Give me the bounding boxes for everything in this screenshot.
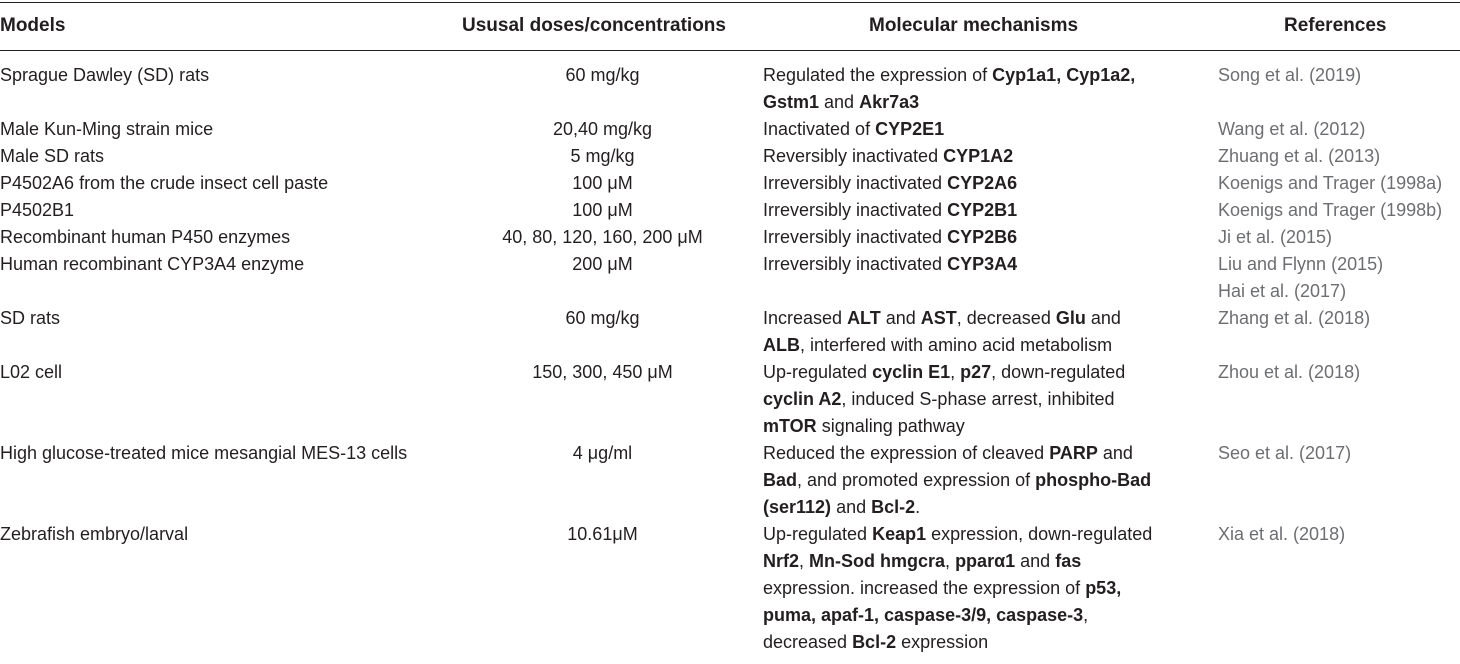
- mechanism-line: [763, 440, 1151, 467]
- mechanism-term: cyclin E1: [872, 362, 951, 382]
- mechanism-text: and: [1097, 443, 1133, 463]
- mechanism-text: ,: [799, 551, 810, 571]
- mechanism-line: [763, 629, 1152, 656]
- dose-cell: 20,40 mg/kg: [552, 119, 653, 139]
- mechanism-term: Glu: [1055, 308, 1086, 328]
- mechanism-line: [763, 413, 1125, 440]
- mechanism-term: ALB: [763, 335, 800, 355]
- mechanism-line: [763, 548, 1152, 575]
- mechanism-text: expression. increased the expression of: [763, 578, 1086, 598]
- dose-cell: 5 mg/kg: [570, 146, 635, 166]
- reference-cell: [1218, 116, 1365, 143]
- reference-cell: [1218, 62, 1361, 89]
- mechanism-term: CYP1A2: [943, 146, 1014, 166]
- dose-cell: 40, 80, 120, 160, 200 μM: [502, 227, 703, 247]
- mechanism-line: [763, 386, 1125, 413]
- reference-cell: [1218, 143, 1380, 170]
- mechanism-text: Irreversibly inactivated: [763, 254, 948, 274]
- reference-text: Zhuang et al. (2013): [1218, 146, 1381, 166]
- mechanism-text: and: [819, 92, 860, 112]
- mechanism-line: [763, 170, 1017, 197]
- mechanism-text: Increased: [763, 308, 848, 328]
- mechanism-text: , and promoted expression of: [797, 470, 1036, 490]
- dose-cell: 100 μM: [572, 173, 633, 193]
- mechanism-cell: [763, 521, 1152, 656]
- reference-text: Koenigs and Trager (1998a): [1218, 173, 1443, 193]
- mechanism-cell: [763, 143, 1013, 170]
- model-cell: Male SD rats: [0, 146, 105, 166]
- mechanism-text: expression: [896, 632, 989, 652]
- mechanism-text: Up-regulated: [763, 524, 873, 544]
- table-top-rule: [0, 2, 1460, 3]
- mechanism-cell: [763, 170, 1017, 197]
- reference-text: Seo et al. (2017): [1218, 443, 1352, 463]
- mechanism-text: ,: [945, 551, 956, 571]
- model-cell: Recombinant human P450 enzymes: [0, 227, 291, 247]
- mechanism-line: [763, 494, 1151, 521]
- mechanism-line: [763, 116, 944, 143]
- mechanism-line: [763, 602, 1152, 629]
- mechanism-term: cyclin A2: [763, 389, 842, 409]
- mechanism-text: ,: [1083, 605, 1089, 625]
- mechanism-line: [763, 251, 1017, 278]
- mechanism-term: p53,: [1085, 578, 1122, 598]
- mechanism-term: PARP: [1049, 443, 1098, 463]
- mechanism-line: [763, 143, 1013, 170]
- mechanism-term: p27: [960, 362, 992, 382]
- mechanism-text: and: [880, 308, 921, 328]
- mechanism-text: Inactivated of: [763, 119, 876, 139]
- mechanism-term: fas: [1055, 551, 1082, 571]
- reference-cell: [1218, 359, 1360, 386]
- mechanism-term: CYP2B1: [947, 200, 1018, 220]
- mechanism-cell: [763, 116, 944, 143]
- dose-cell: 60 mg/kg: [565, 65, 640, 85]
- mechanism-term: mTOR: [763, 416, 817, 436]
- model-cell: SD rats: [0, 308, 61, 328]
- mechanism-term: phospho-Bad: [1035, 470, 1152, 490]
- mechanism-term: CYP2A6: [947, 173, 1018, 193]
- mechanism-term: Cyp1a1, Cyp1a2,: [992, 65, 1136, 85]
- mechanism-line: [763, 197, 1017, 224]
- mechanism-term: Nrf2: [763, 551, 800, 571]
- mechanism-text: , induced S-phase arrest, inhibited: [841, 389, 1115, 409]
- mechanism-text: .: [915, 497, 921, 517]
- reference-text: Zhang et al. (2018): [1218, 308, 1371, 328]
- model-cell: Zebrafish embryo/larval: [0, 524, 189, 544]
- reference-cell: [1218, 197, 1442, 224]
- mechanism-term: (ser112): [763, 497, 832, 517]
- mechanism-term: Bcl-2: [871, 497, 916, 517]
- mechanism-term: AST: [920, 308, 957, 328]
- dose-cell: 4 μg/ml: [572, 443, 633, 463]
- mechanism-term: Bad: [763, 470, 798, 490]
- mechanism-text: ,: [950, 362, 961, 382]
- mechanism-text: Up-regulated: [763, 362, 873, 382]
- dose-cell: 60 mg/kg: [565, 308, 640, 328]
- mechanism-term: pparα1: [955, 551, 1016, 571]
- model-cell: Male Kun-Ming strain mice: [0, 119, 214, 139]
- reference-text: Liu and Flynn (2015): [1218, 254, 1384, 274]
- mechanism-line: [763, 521, 1152, 548]
- reference-text: Hai et al. (2017): [1218, 281, 1347, 301]
- mechanism-term: Gstm1: [763, 92, 820, 112]
- reference-cell: [1218, 521, 1345, 548]
- reference-cell: [1218, 170, 1442, 197]
- mechanism-line: [763, 359, 1125, 386]
- mechanism-line: [763, 89, 1135, 116]
- mechanism-line: [763, 467, 1151, 494]
- mechanism-text: and: [831, 497, 872, 517]
- mechanism-text: Reversibly inactivated: [763, 146, 944, 166]
- header-rule: [0, 50, 1460, 51]
- mechanism-cell: [763, 440, 1151, 521]
- mechanism-text: , down-regulated: [991, 362, 1126, 382]
- mechanism-line: [763, 224, 1017, 251]
- mechanism-text: , interfered with amino acid metabolism: [800, 335, 1113, 355]
- mechanism-text: signaling pathway: [816, 416, 965, 436]
- mechanism-line: [763, 305, 1121, 332]
- mechanism-term: puma, apaf-1, caspase-3/9, caspase-3: [763, 605, 1084, 625]
- dose-cell: 200 μM: [572, 254, 633, 274]
- reference-text: Wang et al. (2012): [1218, 119, 1366, 139]
- mechanism-term: CYP2B6: [947, 227, 1018, 247]
- header-mechanisms: Molecular mechanisms: [869, 15, 1079, 36]
- mechanism-text: Reduced the expression of cleaved: [763, 443, 1050, 463]
- mechanism-line: [763, 575, 1152, 602]
- reference-text: Ji et al. (2015): [1218, 227, 1333, 247]
- mechanism-cell: [763, 224, 1017, 251]
- mechanism-term: Keap1: [872, 524, 927, 544]
- reference-cell: [1218, 440, 1351, 467]
- reference-text: Zhou et al. (2018): [1218, 362, 1361, 382]
- mechanism-text: and: [1085, 308, 1121, 328]
- mechanism-cell: [763, 251, 1017, 278]
- header-models: Models: [0, 15, 66, 36]
- model-cell: P4502A6 from the crude insect cell paste: [0, 173, 329, 193]
- dose-cell: 10.61μM: [567, 524, 638, 544]
- mechanism-line: [763, 332, 1121, 359]
- model-cell: High glucose-treated mice mesangial MES-13 cells: [0, 443, 408, 463]
- mechanism-text: and: [1015, 551, 1056, 571]
- mechanism-term: CYP2E1: [875, 119, 945, 139]
- reference-cell: [1218, 305, 1370, 332]
- mechanism-text: expression, down-regulated: [926, 524, 1153, 544]
- reference-cell: [1218, 224, 1332, 251]
- reference-cell: [1218, 251, 1383, 305]
- reference-text: Koenigs and Trager (1998b): [1218, 200, 1443, 220]
- mechanism-cell: [763, 305, 1121, 359]
- mechanism-cell: [763, 62, 1135, 116]
- mechanism-text: Irreversibly inactivated: [763, 200, 948, 220]
- mechanism-text: Regulated the expression of: [763, 65, 993, 85]
- dose-cell: 100 μM: [572, 200, 633, 220]
- model-cell: Sprague Dawley (SD) rats: [0, 65, 210, 85]
- mechanism-term: ALT: [847, 308, 881, 328]
- mechanism-term: Mn-Sod hmgcra: [809, 551, 946, 571]
- dose-cell: 150, 300, 450 μM: [532, 362, 673, 382]
- mechanism-term: CYP3A4: [947, 254, 1018, 274]
- mechanism-text: , decreased: [956, 308, 1056, 328]
- model-cell: L02 cell: [0, 362, 63, 382]
- mechanism-text: decreased: [763, 632, 853, 652]
- mechanism-text: Irreversibly inactivated: [763, 173, 948, 193]
- mechanism-line: [763, 62, 1135, 89]
- mechanism-text: Irreversibly inactivated: [763, 227, 948, 247]
- mechanism-cell: [763, 197, 1017, 224]
- model-cell: Human recombinant CYP3A4 enzyme: [0, 254, 305, 274]
- reference-text: Xia et al. (2018): [1218, 524, 1346, 544]
- mechanism-term: Akr7a3: [859, 92, 920, 112]
- model-cell: P4502B1: [0, 200, 75, 220]
- mechanism-cell: [763, 359, 1125, 440]
- reference-text: Song et al. (2019): [1218, 65, 1362, 85]
- header-doses: Ususal doses/concentrations: [462, 15, 726, 36]
- mechanism-term: Bcl-2: [852, 632, 897, 652]
- header-references: References: [1284, 15, 1387, 36]
